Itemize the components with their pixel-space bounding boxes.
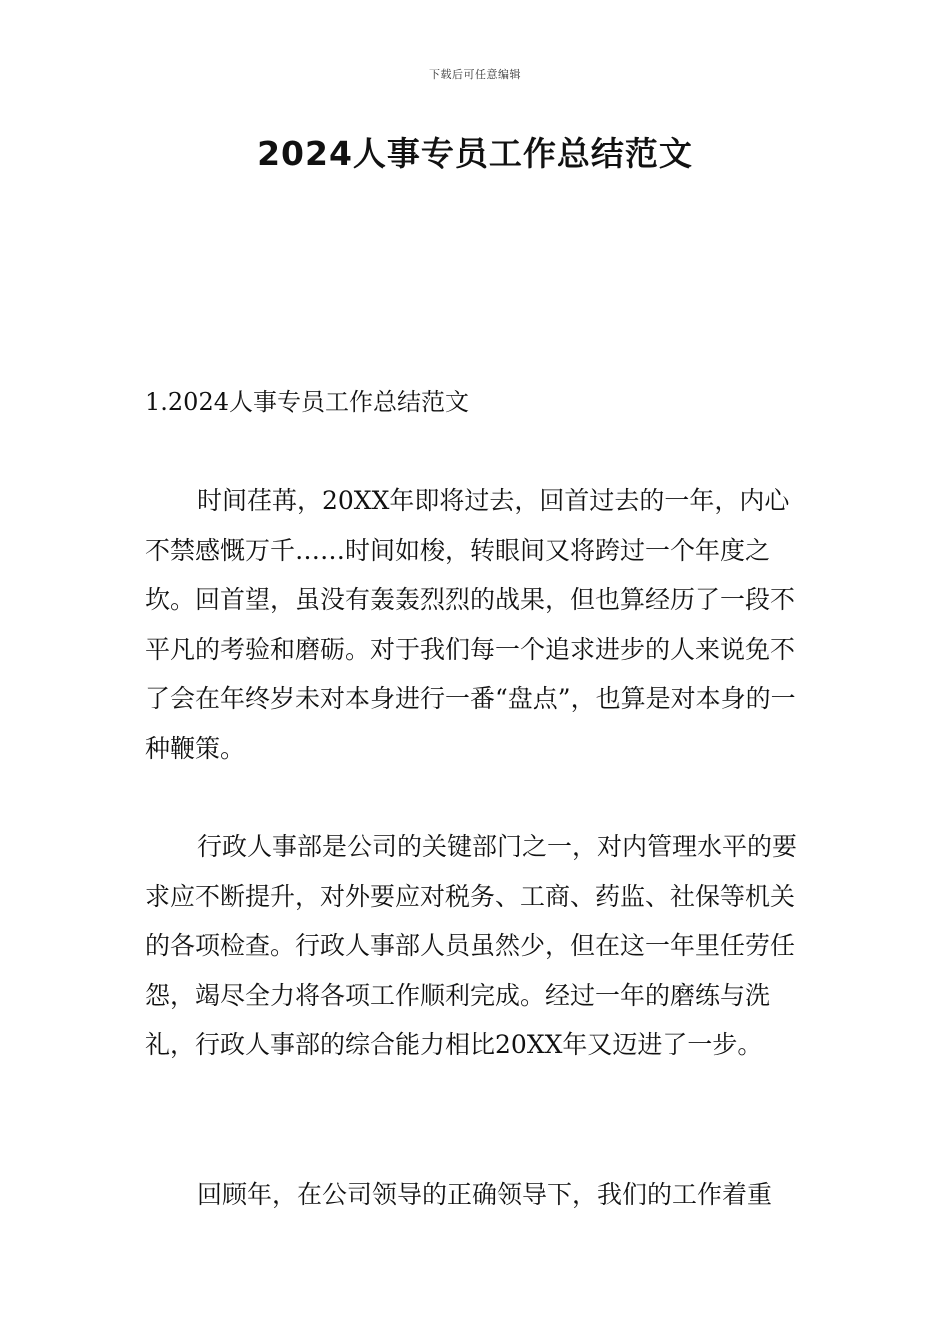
header-note: 下载后可任意编辑 [429, 68, 521, 81]
paragraph-3: 回顾年，在公司领导的正确领导下，我们的工作着重 [197, 1180, 773, 1209]
section-heading: 1.2024人事专员工作总结范文 [145, 388, 469, 416]
paragraph-1: 时间荏苒，20XX年即将过去，回首过去的一年，内心不禁感慨万千……时间如梭，转眼间又将跨过一个年度之坎。回首望，虽没有轰轰烈烈的战果，但也算经历了一段不平凡的考验和磨砺。对于我们每一个追求进步的人来说免不了会在年终岁未对本身进行一番“盘点”，也算是对本身的一种鞭策。 [145, 486, 796, 763]
document-title: 2024人事专员工作总结范文 [257, 134, 693, 173]
paragraph-2: 行政人事部是公司的关键部门之一，对内管理水平的要求应不断提升，对外要应对税务、工商、药监、社保等机关的各项检查。行政人事部人员虽然少，但在这一年里任劳任怨，竭尽全力将各项工作顺利完成。经过一年的磨练与洗礼，行政人事部的综合能力相比20XX年又迈进了一步。 [145, 832, 798, 1060]
